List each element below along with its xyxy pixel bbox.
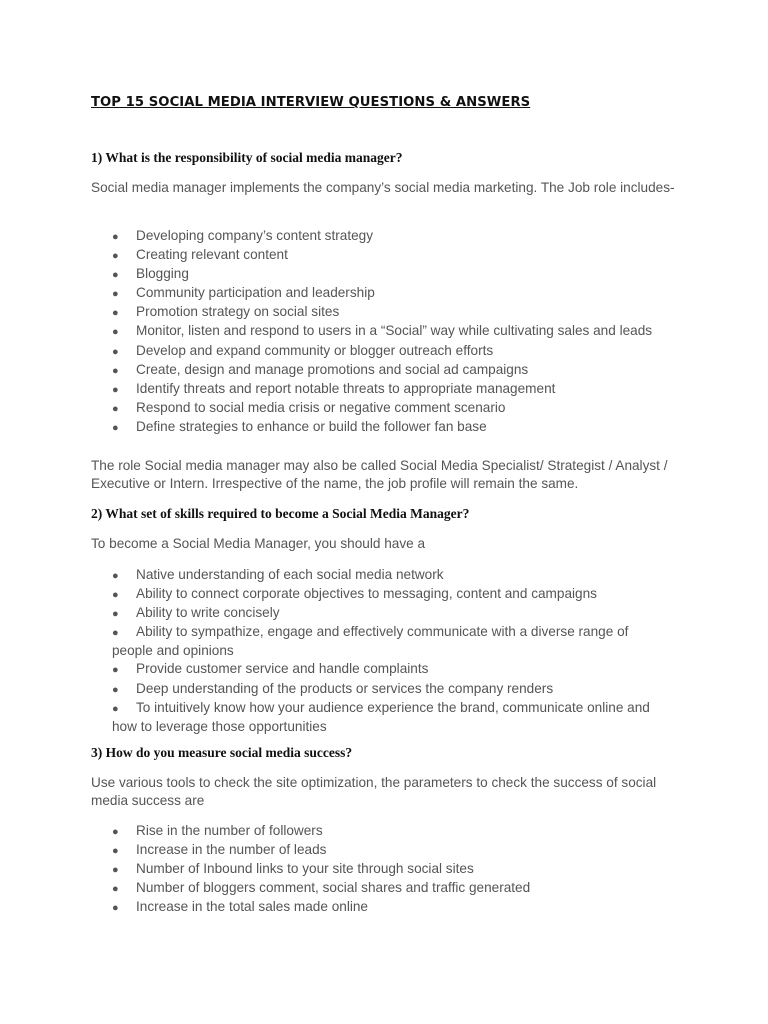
list-item: ● Blogging [112, 265, 672, 284]
bullet-icon: ● [112, 683, 119, 696]
list-item: ● Respond to social media crisis or negative comment scenario [112, 399, 672, 418]
list-item: ● Monitor, listen and respond to users in a “Social” way while cultivating sales and leads [112, 322, 672, 341]
list-item: ● Identify threats and report notable threats to appropriate management [112, 380, 672, 399]
document-title: TOP 15 SOCIAL MEDIA INTERVIEW QUESTIONS & ANSWERS [91, 95, 531, 110]
bullet-icon: ● [112, 326, 119, 339]
answer-intro-1: Social media manager implements the company’s social media marketing. The Job role includes- [91, 180, 675, 195]
answer-intro-2: To become a Social Media Manager, you should have a [91, 536, 426, 551]
list-item: ● Rise in the number of followers [112, 822, 672, 841]
list-item: ● Provide customer service and handle complaints [112, 660, 672, 679]
bullet-icon: ● [112, 383, 119, 396]
list-item: ● Create, design and manage promotions and social ad campaigns [112, 361, 672, 380]
bullet-icon: ● [112, 250, 119, 263]
bullet-icon: ● [112, 608, 119, 621]
list-item: ● Developing company’s content strategy [112, 227, 672, 246]
list-item: ● Develop and expand community or blogger outreach efforts [112, 342, 672, 361]
bullet-icon: ● [112, 664, 119, 677]
list-item: ● Native understanding of each social media network [112, 566, 672, 585]
bullet-icon: ● [112, 570, 119, 582]
list-item: ● Ability to connect corporate objectives to messaging, content and campaigns [112, 585, 672, 604]
answer-intro-3: Use various tools to check the site optimization, the parameters to check the success of social media success are [91, 775, 657, 808]
bullet-icon: ● [112, 902, 119, 915]
bullet-icon: ● [112, 269, 119, 282]
question-heading-2: 2) What set of skills required to become a Social Media Manager? [91, 506, 470, 521]
list-item: ● Community participation and leadership [112, 284, 672, 303]
list-item: ● Ability to write concisely [112, 604, 672, 623]
bullet-icon: ● [112, 288, 119, 301]
bullet-icon: ● [112, 702, 119, 715]
answer-outro-1: The role Social media manager may also be called Social Media Specialist/ Strategist / Analyst / Executive or Intern. Irrespective of the name, the job profile will remain the same. [91, 458, 668, 491]
bullet-icon: ● [112, 627, 119, 640]
bullet-list-2 [112, 566, 672, 736]
list-item: ● Number of bloggers comment, social shares and traffic generated [112, 879, 672, 898]
bullet-icon: ● [112, 845, 119, 858]
list-item: ● Deep understanding of the products or services the company renders [112, 680, 672, 699]
bullet-icon: ● [112, 364, 119, 377]
list-item: ● Define strategies to enhance or build the follower fan base [112, 418, 672, 437]
bullet-icon: ● [112, 231, 119, 243]
bullet-icon: ● [112, 864, 119, 877]
question-heading-1: 1) What is the responsibility of social media manager? [91, 150, 403, 165]
bullet-icon: ● [112, 883, 119, 896]
list-item: ● Increase in the total sales made online [112, 898, 672, 917]
question-heading-3: 3) How do you measure social media success? [91, 745, 353, 760]
bullet-icon: ● [112, 589, 119, 602]
list-item: ● Creating relevant content [112, 246, 672, 265]
bullet-icon: ● [112, 345, 119, 358]
bullet-icon: ● [112, 402, 119, 415]
bullet-icon: ● [112, 307, 119, 320]
bullet-icon: ● [112, 421, 119, 434]
list-item: ● Ability to sympathize, engage and effectively communicate with a diverse range of people and opinions [112, 624, 629, 659]
bullet-list-3 [112, 822, 672, 917]
bullet-list-1 [112, 227, 672, 437]
list-item: ● To intuitively know how your audience experience the brand, communicate online and how to leverage those opportunities [112, 699, 650, 734]
bullet-icon: ● [112, 826, 119, 838]
list-item: ● Number of Inbound links to your site through social sites [112, 860, 672, 879]
list-item: ● Increase in the number of leads [112, 841, 672, 860]
list-item: ● Promotion strategy on social sites [112, 303, 672, 322]
